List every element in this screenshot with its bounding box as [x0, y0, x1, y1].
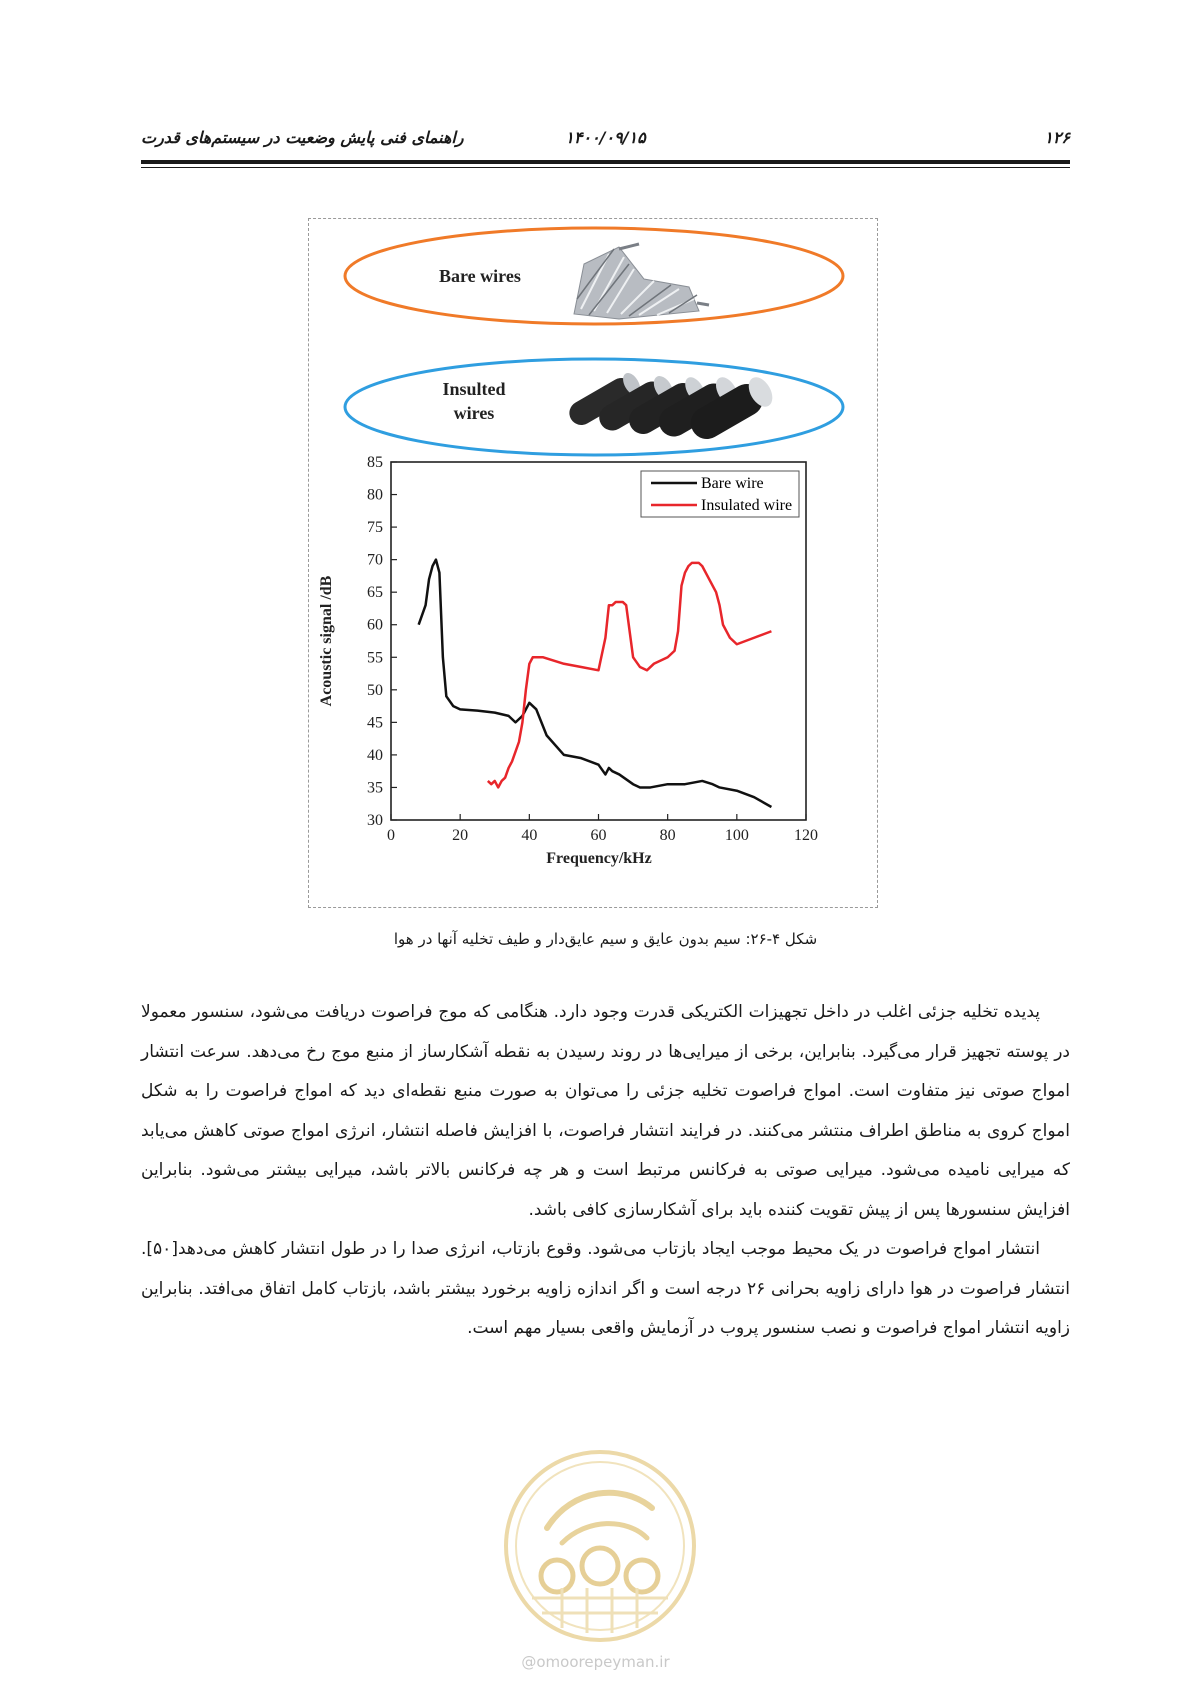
brand-url: @omoorepeyman.ir	[521, 1653, 670, 1671]
y-tick-label: 55	[367, 649, 383, 667]
x-tick-label: 120	[794, 827, 818, 844]
figure-graphic	[309, 219, 879, 909]
paragraph: انتشار امواج فراصوت در یک محیط موجب ایجاد بازتاب می‌شود. وقوع بازتاب، انرژی صدا را در طول انتشار کاهش می‌دهد[۵۰]. انتشار فراصوت در هوا دارای زاویه بحرانی ۲۶ درجه است و اگر اندازه زاویه برخورد بیشتر باشد، بازتاب کامل اتفاق می‌افتد. بنابراین زاویه انتشار امواج فراصوت و نصب سنسور پروب در آزمایش واقعی بسیار مهم است.	[141, 1239, 1070, 1338]
x-tick-label: 20	[452, 827, 469, 844]
legend-label-bare: Bare wire	[701, 475, 764, 492]
y-tick-label: 40	[367, 746, 383, 764]
paragraph: پدیده تخلیه جزئی اغلب در داخل تجهیزات الکتریکی قدرت وجود دارد. هنگامی که موج فراصوت دریافت می‌شود، سنسور معمولا در پوسته تجهیز قرار می‌گیرد. بنابراین، برخی از میرایی‌ها در روند رسیدن به نقطه آشکارساز از منبع موج رخ می‌دهد. سرعت انتشار امواج صوتی نیز متفاوت است. امواج فراصوت تخلیه جزئی را می‌توان به صورت منبع نقطه‌ای دید که امواج فراصوت را به شکل امواج کروی به مناطق اطراف منتشر می‌کنند. در فرایند انتشار فراصوت، با افزایش فاصله انتشار، انرژی امواج صوتی کاهش می‌یابد که میرایی نامیده می‌شود. میرایی صوتی به فرکانس مرتبط است و هر چه فرکانس بالاتر باشد، میرایی بیشتر می‌شود. بنابراین افزایش سنسورها پس از پیش تقویت کننده باید برای آشکارسازی کافی باشد.	[141, 1002, 1070, 1220]
x-tick-label: 60	[590, 827, 607, 844]
series-line-insulated-wire	[488, 563, 772, 788]
x-axis-title: Frequency/kHz	[546, 850, 652, 867]
header-rule-thin	[141, 167, 1070, 168]
chart-legend	[641, 471, 799, 517]
y-tick-label: 60	[367, 616, 383, 634]
y-tick-label: 50	[367, 681, 383, 699]
brand-logo-seal	[502, 1448, 698, 1644]
y-tick-label: 65	[367, 584, 383, 602]
bare-wires-label: Bare wires	[439, 266, 521, 286]
insulated-wires-label-line1: Insulted	[442, 379, 506, 399]
insulated-wires-label-line2: wires	[453, 403, 495, 423]
x-tick-label: 80	[659, 827, 676, 844]
acoustic-chart	[318, 454, 818, 867]
legend-label-insulated: Insulated wire	[701, 497, 793, 514]
header-date: ۱۴۰۰/۰۹/۱۵	[565, 128, 646, 147]
x-tick-label: 100	[724, 827, 749, 844]
figure-frame	[308, 218, 878, 908]
body-text	[141, 993, 1070, 1349]
y-tick-label: 75	[367, 519, 383, 537]
y-axis-title: Acoustic signal /dB	[318, 575, 335, 707]
y-tick-label: 45	[367, 714, 383, 732]
x-tick-label: 40	[521, 827, 538, 844]
x-tick-label: 0	[387, 827, 395, 844]
figure-caption: شکل ۴-۲۶: سیم بدون عایق و سیم عایق‌دار و طیف تخلیه آنها در هوا	[393, 930, 818, 948]
y-tick-label: 80	[367, 486, 383, 504]
series-lines	[419, 560, 772, 807]
y-tick-label: 70	[367, 551, 383, 569]
running-title: راهنمای فنی پایش وضعیت در سیستم‌های قدرت	[141, 128, 464, 147]
y-tick-label: 85	[367, 454, 383, 471]
bare-cable-image	[574, 244, 709, 319]
header-rule-thick	[141, 160, 1070, 164]
y-tick-label: 35	[367, 779, 383, 797]
y-tick-label: 30	[367, 812, 383, 829]
insulated-cable-image	[565, 370, 777, 445]
page-header	[141, 128, 1070, 154]
page-number: ۱۲۶	[1044, 128, 1070, 147]
